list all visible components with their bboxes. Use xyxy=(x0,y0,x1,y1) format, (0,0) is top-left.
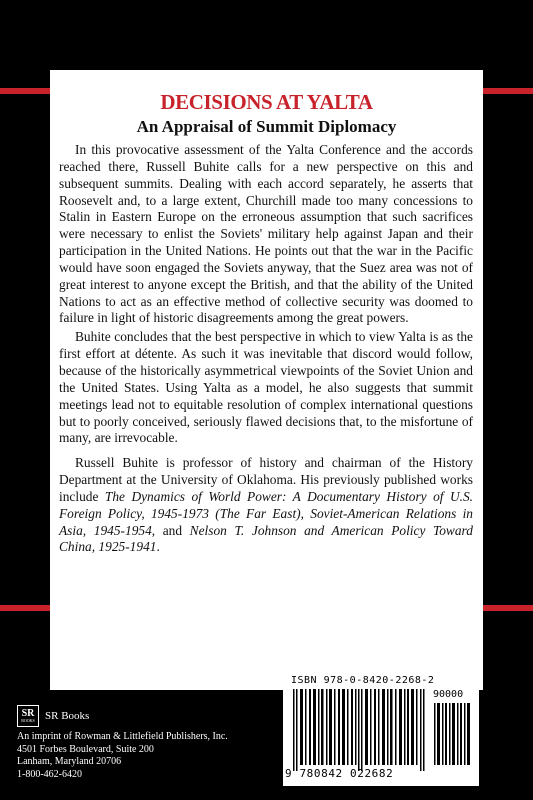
publisher-imprint xyxy=(17,705,228,781)
description-paragraph-2: Buhite concludes that the best perspective in which to view Yalta is as the first effort at détente. As such it was inevitable that discord would follow, because of the historically asymmetrical viewpoints of the Soviet Union and the United States. Using Yalta as a model, he also suggests that summit meetings lead not to equitable resolution of complex international questions but to poorly conceived, seriously flawed decisions that, to the misfortune of many, are irrevocable. xyxy=(59,329,473,446)
bio-work-2: Soviet-American Relations in Asia, 1945-1954 xyxy=(59,505,473,538)
publisher-logo-row xyxy=(17,705,228,727)
barcode-digits: 9 780842 022682 xyxy=(285,767,394,780)
description-paragraph-1: In this provocative assessment of the Yalta Conference and the accords reached there, Russell Buhite calls for a new perspective on this and subsequent summits. Dealing with each accord separately, he asserts that Roosevelt and, to a large extent, Churchill made too many concessions to Stalin in Eastern Europe on the erroneous assumption that such sacrifices were necessary to enlist the Soviets' military help against Japan and their participation in the United Nations. He points out that the war in the Pacific would have soon engaged the Soviets anyway, that the Suez area was not of great interest to anyone except the British, and that the ability of the United Nations to act as an effective method of collective security was doomed to failure in light of historic disagreements among the great powers. xyxy=(59,142,473,326)
imprint-line: An imprint of Rowman & Littlefield Publishers, Inc. xyxy=(17,731,228,742)
author-bio xyxy=(59,455,473,556)
address-line-1: 4501 Forbes Boulevard, Suite 200 xyxy=(17,743,154,755)
book-title: DECISIONS AT YALTA xyxy=(160,90,373,114)
logo-sr: SR xyxy=(21,708,35,719)
bio-separator-1: , xyxy=(300,505,311,521)
addon-barcode xyxy=(433,703,473,765)
price-code: 90000 xyxy=(433,689,464,700)
back-cover-copy xyxy=(59,142,473,556)
publisher-name: SR Books xyxy=(45,709,90,722)
ean-barcode xyxy=(291,689,429,771)
address-line-2: Lanham, Maryland 20706 xyxy=(17,756,122,768)
book-subtitle: An Appraisal of Summit Diplomacy xyxy=(136,117,397,136)
bio-work-3: Nelson T. Johnson and American Policy Toward China, 1925-1941 xyxy=(59,522,473,555)
phone-line: 1-800-462-6420 xyxy=(17,768,82,780)
logo-books: BOOKS xyxy=(21,718,35,723)
bio-end: . xyxy=(156,539,160,555)
isbn-text: ISBN 978-0-8420-2268-2 xyxy=(291,675,435,686)
bio-intro: Russell Buhite is professor of history and chairman of the History Department at the University of Oklahoma. His previously published works include xyxy=(59,455,473,504)
sr-books-logo-icon xyxy=(17,705,39,727)
bio-work-1: The Dynamics of World Power: A Documentary History of U.S. Foreign Policy, 1945-1973 (The Far East) xyxy=(59,488,474,521)
bio-separator-2: , and xyxy=(151,522,190,538)
barcode-panel xyxy=(283,673,479,786)
text-panel xyxy=(50,70,483,690)
